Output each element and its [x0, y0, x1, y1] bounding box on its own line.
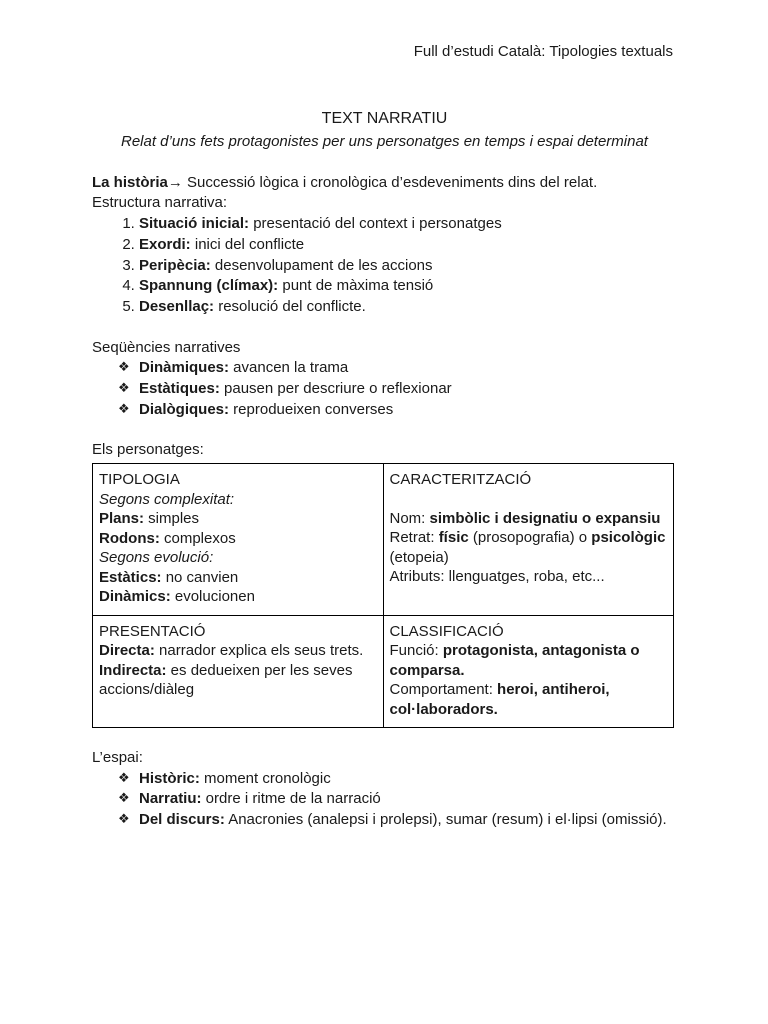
diamond-bullet-icon: ❖: [118, 790, 130, 806]
item-term: Dialògiques:: [139, 400, 230, 418]
comportament-value: heroi, antiheroi, col·laboradors.: [389, 681, 610, 718]
indirecta-line: [99, 661, 377, 700]
presentacio-cell: [93, 615, 384, 728]
directa-text: narrador explica els seus trets.: [154, 642, 364, 660]
directa-line: [99, 641, 377, 661]
item-text: moment cronològic: [199, 769, 331, 787]
plans-term: Plans:: [99, 510, 145, 528]
page-title: TEXT NARRATIU: [321, 110, 448, 127]
list-item: [118, 379, 677, 400]
dinamics-line: [99, 587, 377, 607]
item-text: ordre i ritme de la narració: [201, 790, 381, 808]
retrat-end: (etopeia): [389, 548, 449, 566]
estatics-term: Estàtics:: [99, 568, 162, 586]
diamond-bullet-icon: ❖: [118, 811, 130, 827]
historia-term: La història: [92, 173, 168, 191]
evolucio-label: Segons evolució:: [99, 549, 214, 567]
classificacio-heading: CLASSIFICACIÓ: [389, 622, 504, 640]
list-item: [118, 358, 677, 379]
caracteritzacio-heading: CARACTERITZACIÓ: [389, 471, 532, 489]
item-text: presentació del context i personatges: [249, 215, 502, 233]
item-text: inici del conflicte: [190, 235, 305, 253]
funcio-label: Funció:: [389, 642, 443, 660]
nom-label: Nom:: [389, 509, 430, 527]
list-item: [139, 276, 677, 297]
rodons-text: complexos: [159, 529, 236, 547]
personatges-label: Els personatges:: [92, 441, 204, 459]
item-term: Desenllaç:: [139, 297, 215, 315]
list-item: [139, 214, 677, 235]
arrow-icon: →: [167, 173, 183, 191]
list-item: [118, 810, 677, 831]
nom-line: [390, 509, 668, 529]
comportament-line: [390, 680, 668, 719]
item-term: Del discurs:: [139, 811, 225, 829]
dinamics-term: Dinàmics:: [99, 588, 171, 606]
page-subtitle: Relat d’uns fets protagonistes per uns personatges en temps i espai determinat: [121, 133, 648, 151]
rodons-term: Rodons:: [99, 529, 160, 547]
estructura-label: Estructura narrativa:: [92, 194, 228, 212]
espai-label: L’espai:: [92, 749, 143, 767]
item-term: Exordi:: [139, 235, 191, 253]
item-text: Anacronies (analepsi i prolepsi), sumar (resum) i el·lipsi (omissió).: [224, 811, 667, 829]
indirecta-term: Indirecta:: [99, 661, 167, 679]
presentacio-heading: PRESENTACIÓ: [99, 622, 206, 640]
nom-value: simbòlic i designatiu o expansiu: [429, 509, 661, 527]
sequencies-list: [92, 358, 677, 420]
item-text: reprodueixen converses: [229, 400, 394, 418]
document-body: [92, 108, 677, 831]
sequencies-label: Seqüències narratives: [92, 338, 241, 356]
funcio-line: [390, 641, 668, 680]
table-row: [93, 464, 674, 616]
item-term: Peripècia:: [139, 256, 211, 274]
list-item: [139, 256, 677, 277]
complexitat-label: Segons complexitat:: [99, 490, 235, 508]
item-term: Històric:: [139, 769, 200, 787]
item-text: avancen la trama: [229, 359, 349, 377]
personatges-table: [92, 463, 674, 728]
directa-term: Directa:: [99, 642, 155, 660]
diamond-bullet-icon: ❖: [118, 359, 130, 375]
plans-line: [99, 509, 377, 529]
estructura-list: [92, 214, 677, 317]
plans-text: simples: [144, 510, 200, 528]
espai-list: [92, 769, 677, 831]
item-term: Dinàmiques:: [139, 359, 230, 377]
list-item: [118, 769, 677, 790]
retrat-line: [390, 528, 668, 567]
item-text: resolució del conflicte.: [214, 297, 366, 315]
atributs-line: Atributs: llenguatges, roba, etc...: [389, 568, 605, 586]
item-term: Narratiu:: [139, 790, 202, 808]
list-item: [118, 789, 677, 810]
page-header: Full d’estudi Català: Tipologies textuals: [413, 43, 673, 60]
diamond-bullet-icon: ❖: [118, 379, 130, 395]
classificacio-cell: [383, 615, 674, 728]
retrat-mid: (prosopografia) o: [468, 529, 592, 547]
item-text: punt de màxima tensió: [278, 277, 434, 295]
historia-definition: Successió lògica i cronològica d’esdeveniments dins del relat.: [182, 173, 598, 191]
tipologia-cell: [93, 464, 384, 616]
funcio-value: protagonista, antagonista o comparsa.: [389, 642, 640, 679]
list-item: [139, 297, 677, 318]
rodons-line: [99, 529, 377, 549]
item-text: desenvolupament de les accions: [210, 256, 433, 274]
list-item: [139, 235, 677, 256]
dinamics-text: evolucionen: [170, 588, 255, 606]
diamond-bullet-icon: ❖: [118, 400, 130, 416]
item-term: Spannung (clímax):: [139, 277, 279, 295]
historia-paragraph: [92, 173, 677, 194]
list-item: [118, 400, 677, 421]
retrat-fisic: físic: [438, 529, 469, 547]
item-term: Estàtiques:: [139, 379, 220, 397]
retrat-label: Retrat:: [389, 529, 439, 547]
item-text: pausen per descriure o reflexionar: [219, 379, 452, 397]
comportament-label: Comportament:: [389, 681, 498, 699]
estatics-text: no canvien: [161, 568, 239, 586]
retrat-psicologic: psicològic: [591, 529, 666, 547]
diamond-bullet-icon: ❖: [118, 769, 130, 785]
caracteritzacio-cell: [383, 464, 674, 616]
tipologia-heading: TIPOLOGIA: [99, 471, 180, 489]
table-row: [93, 615, 674, 728]
item-term: Situació inicial:: [139, 215, 250, 233]
estatics-line: [99, 568, 377, 588]
indirecta-text: es dedueixen per les seves accions/diàleg: [99, 661, 353, 699]
